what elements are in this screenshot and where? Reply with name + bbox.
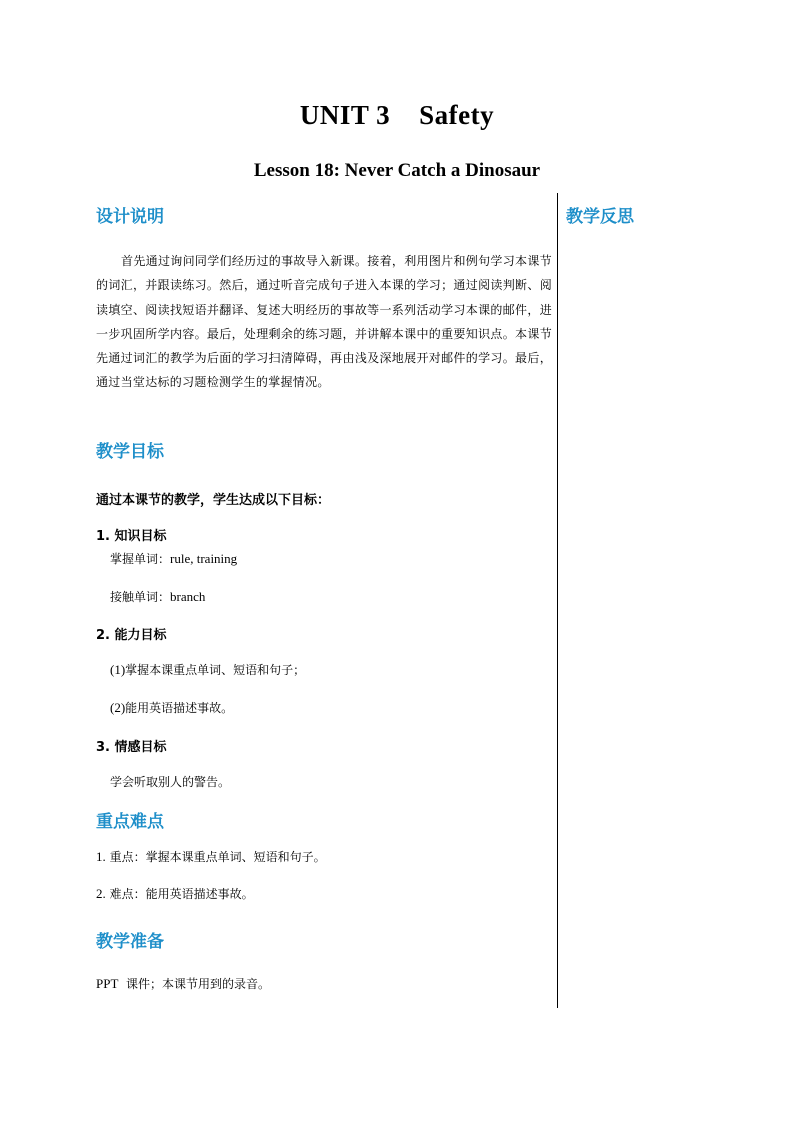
preparation-heading: 教学准备 [96, 932, 164, 952]
ability-item-1-text: 掌握本课重点单词、短语和句子； [125, 663, 306, 677]
design-heading: 设计说明 [96, 207, 164, 227]
ability-item-1-number: (1) [110, 662, 126, 677]
lesson-title: Lesson 18: Never Catch a Dinosaur [253, 160, 541, 181]
goals-intro: 通过本课节的教学，学生达成以下目标： [96, 493, 331, 508]
unit-title: UNIT 3 Safety [299, 100, 495, 130]
preparation-line [96, 975, 270, 992]
emotion-item: 学会听取别人的警告。 [110, 775, 231, 789]
ability-goal-title: 2. 能力目标 [96, 628, 167, 643]
master-words-line [110, 550, 237, 567]
master-words: rule, training [170, 551, 238, 566]
contact-words-label: 接触单词： [110, 590, 171, 604]
key-point-1 [96, 848, 326, 865]
design-paragraph: 首先通过询问同学们经历过的事故导入新课。接着，利用图片和例句学习本课节的词汇，并跟读练习。然后，通过听音完成句子进入本课的学习；通过阅读判断、阅读填空、阅读找短语并翻译、复述大明经历的事故等一系列活动学习本课的邮件，进一步巩固所学内容。最后，处理剩余的练习题，并讲解本课中的重要知识点。本课节先通过词汇的教学为后面的学习扫清障碍，再由浅及深地展开对邮件的学习。最后，通过当堂达标的习题检测学生的掌握情况。 [96, 254, 552, 390]
reflection-heading: 教学反思 [566, 207, 634, 227]
contact-words-line [110, 588, 205, 605]
key-point-2-number: 2. [96, 886, 106, 901]
preparation-prefix: PPT [96, 976, 119, 991]
key-points-heading: 重点难点 [96, 812, 164, 832]
preparation-text: 课件；本课节用到的录音。 [118, 977, 271, 991]
ability-item-2-number: (2) [110, 700, 126, 715]
master-words-label: 掌握单词： [110, 552, 171, 566]
ability-item-2 [110, 699, 233, 716]
key-point-2 [96, 885, 254, 902]
ability-item-1 [110, 661, 305, 678]
key-point-2-text: 难点：能用英语描述事故。 [109, 887, 254, 901]
contact-words: branch [170, 589, 206, 604]
ability-item-2-text: 能用英语描述事故。 [125, 701, 234, 715]
goals-heading: 教学目标 [96, 442, 164, 462]
knowledge-goal-title: 1. 知识目标 [96, 529, 167, 544]
column-divider [557, 193, 558, 1008]
key-point-1-number: 1. [96, 849, 106, 864]
emotion-goal-title: 3. 情感目标 [96, 740, 167, 755]
key-point-1-text: 重点：掌握本课重点单词、短语和句子。 [109, 850, 326, 864]
